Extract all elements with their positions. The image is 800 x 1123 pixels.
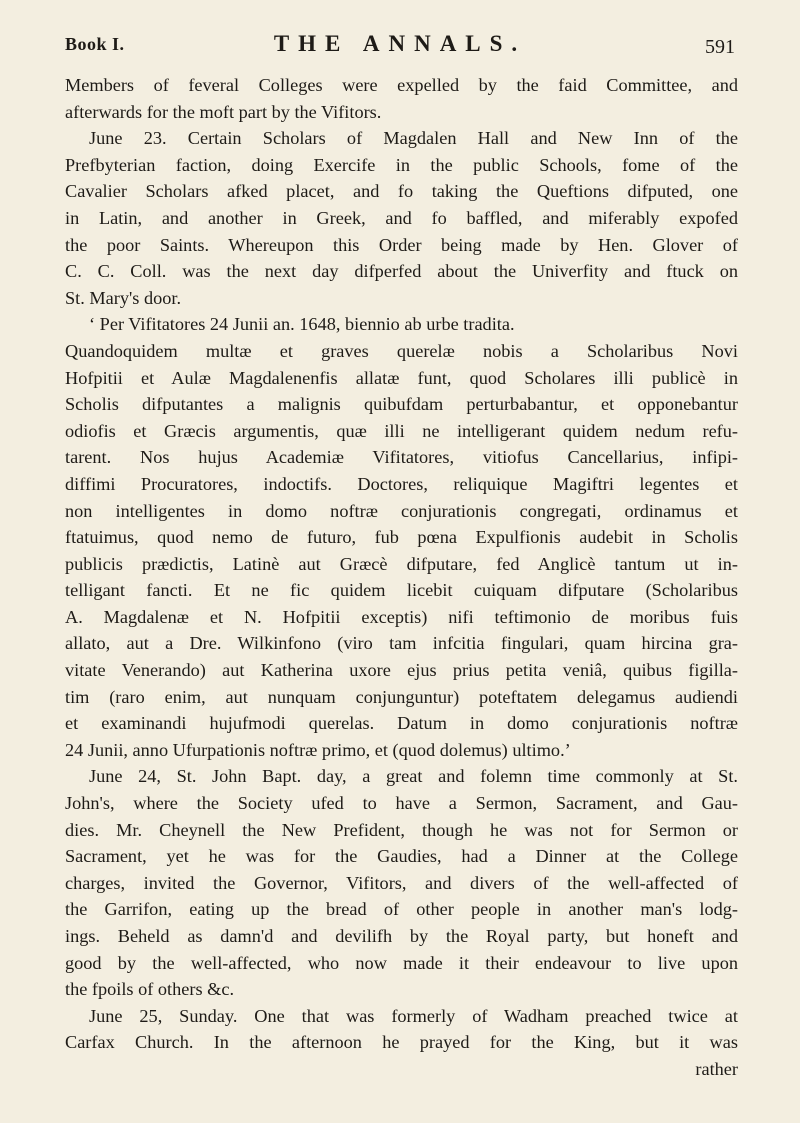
text-line: Members of feveral Colleges were expelled by the faid Committee, and (65, 75, 738, 95)
running-title: THE ANNALS. (273, 31, 527, 56)
text-line: June 24, St. John Bapt. day, a great and folemn time commonly at St. (89, 766, 738, 787)
text-line: ftatuimus, quod nemo de futuro, fub pœna Expulfionis audebit in Scholis (65, 527, 738, 548)
text-line: allato, aut a Dre. Wilkinfono (viro tam infcitia fingulari, quam hircina gra- (65, 633, 738, 654)
text-line: et examinandi hujufmodi querelas. Datum in domo conjurationis noftræ (65, 713, 738, 734)
text-line: Scholis difputantes a malignis quibufdam perturbabantur, et opponebantur (65, 394, 738, 415)
text-line: Prefbyterian faction, doing Exercife in the public Schools, fome of the (65, 154, 738, 175)
text-line: Quandoquidem multæ et graves querelæ nobis a Scholaribus Novi (65, 340, 738, 361)
text-line: vitate Venerando) aut Katherina uxore ejus prius petita veniâ, quibus figilla- (65, 660, 738, 681)
text-line: non intelligentes in domo noftræ conjurationis congregati, ordinamus et (65, 500, 738, 521)
text-line: tarent. Nos hujus Academiæ Vifitatores, vitiofus Cancellarius, infipi- (65, 447, 738, 468)
text-line: good by the well-affected, who now made it their endeavour to live upon (65, 952, 738, 973)
text-line: the Garrifon, eating up the bread of other people in another man's lodg- (65, 899, 738, 920)
text-line: 24 Junii, anno Ufurpationis noftræ primo, et (quod dolemus) ultimo.’ (65, 739, 571, 760)
text-line: ‘ Per Vifitatores 24 Junii an. 1648, biennio ab urbe tradita. (89, 314, 515, 335)
text-line: ings. Beheld as damn'd and devilifh by the Royal party, but honeft and (65, 926, 738, 946)
text-line: telligant fancti. Et ne fic quidem licebit cuiquam difputare (Scholaribus (65, 580, 738, 601)
book-label: Book I. (65, 34, 125, 54)
text-line: charges, invited the Governor, Vifitors, and divers of the well-affected of (65, 872, 738, 893)
text-line: June 23. Certain Scholars of Magdalen Hall and New Inn of the (89, 128, 738, 149)
text-line: A. Magdalenæ et N. Hofpitii exceptis) nifi teftimonio de moribus fuis (65, 606, 738, 627)
text-line: diffimi Procuratores, indoctifs. Doctores, reliquique Magiftri legentes et (65, 473, 738, 494)
text-line: Carfax Church. In the afternoon he prayed for the King, but it was (65, 1032, 738, 1053)
text-line: Sacrament, yet he was for the Gaudies, had a Dinner at the College (65, 846, 738, 867)
text-line: in Latin, and another in Greek, and fo baffled, and miferably expofed (65, 207, 738, 228)
text-line: odiofis et Græcis argumentis, quæ illi ne intelligerant quidem nedum refu- (65, 420, 738, 441)
text-line: the poor Saints. Whereupon this Order being made by Hen. Glover of (65, 234, 738, 255)
body-text (65, 72, 738, 1083)
text-line: Hofpitii et Aulæ Magdalenenfis allatæ funt, quod Scholares illi publicè in (65, 367, 738, 388)
text-line: afterwards for the moft part by the Vifitors. (65, 101, 382, 122)
text-line: publicis prædictis, Latinè aut Græcè difputare, fed Anglicè tantum ut in- (65, 553, 738, 574)
text-line: the fpoils of others &c. (65, 979, 235, 1000)
text-line: Cavalier Scholars afked placet, and fo taking the Queftions difputed, one (65, 181, 738, 202)
page-number: 591 (705, 36, 735, 58)
text-line: St. Mary's door. (65, 287, 182, 308)
text-line: June 25, Sunday. One that was formerly of Wadham preached twice at (89, 1005, 738, 1026)
text-line: C. C. Coll. was the next day difperfed about the Univerfity and ftuck on (65, 261, 738, 282)
catchword: rather (695, 1058, 738, 1079)
text-line: dies. Mr. Cheynell the New Prefident, though he was not for Sermon or (65, 819, 738, 840)
text-line: John's, where the Society ufed to have a Sermon, Sacrament, and Gau- (65, 793, 738, 814)
text-line: tim (raro enim, aut nunquam conjunguntur) poteftatem delegamus audiendi (65, 686, 738, 707)
